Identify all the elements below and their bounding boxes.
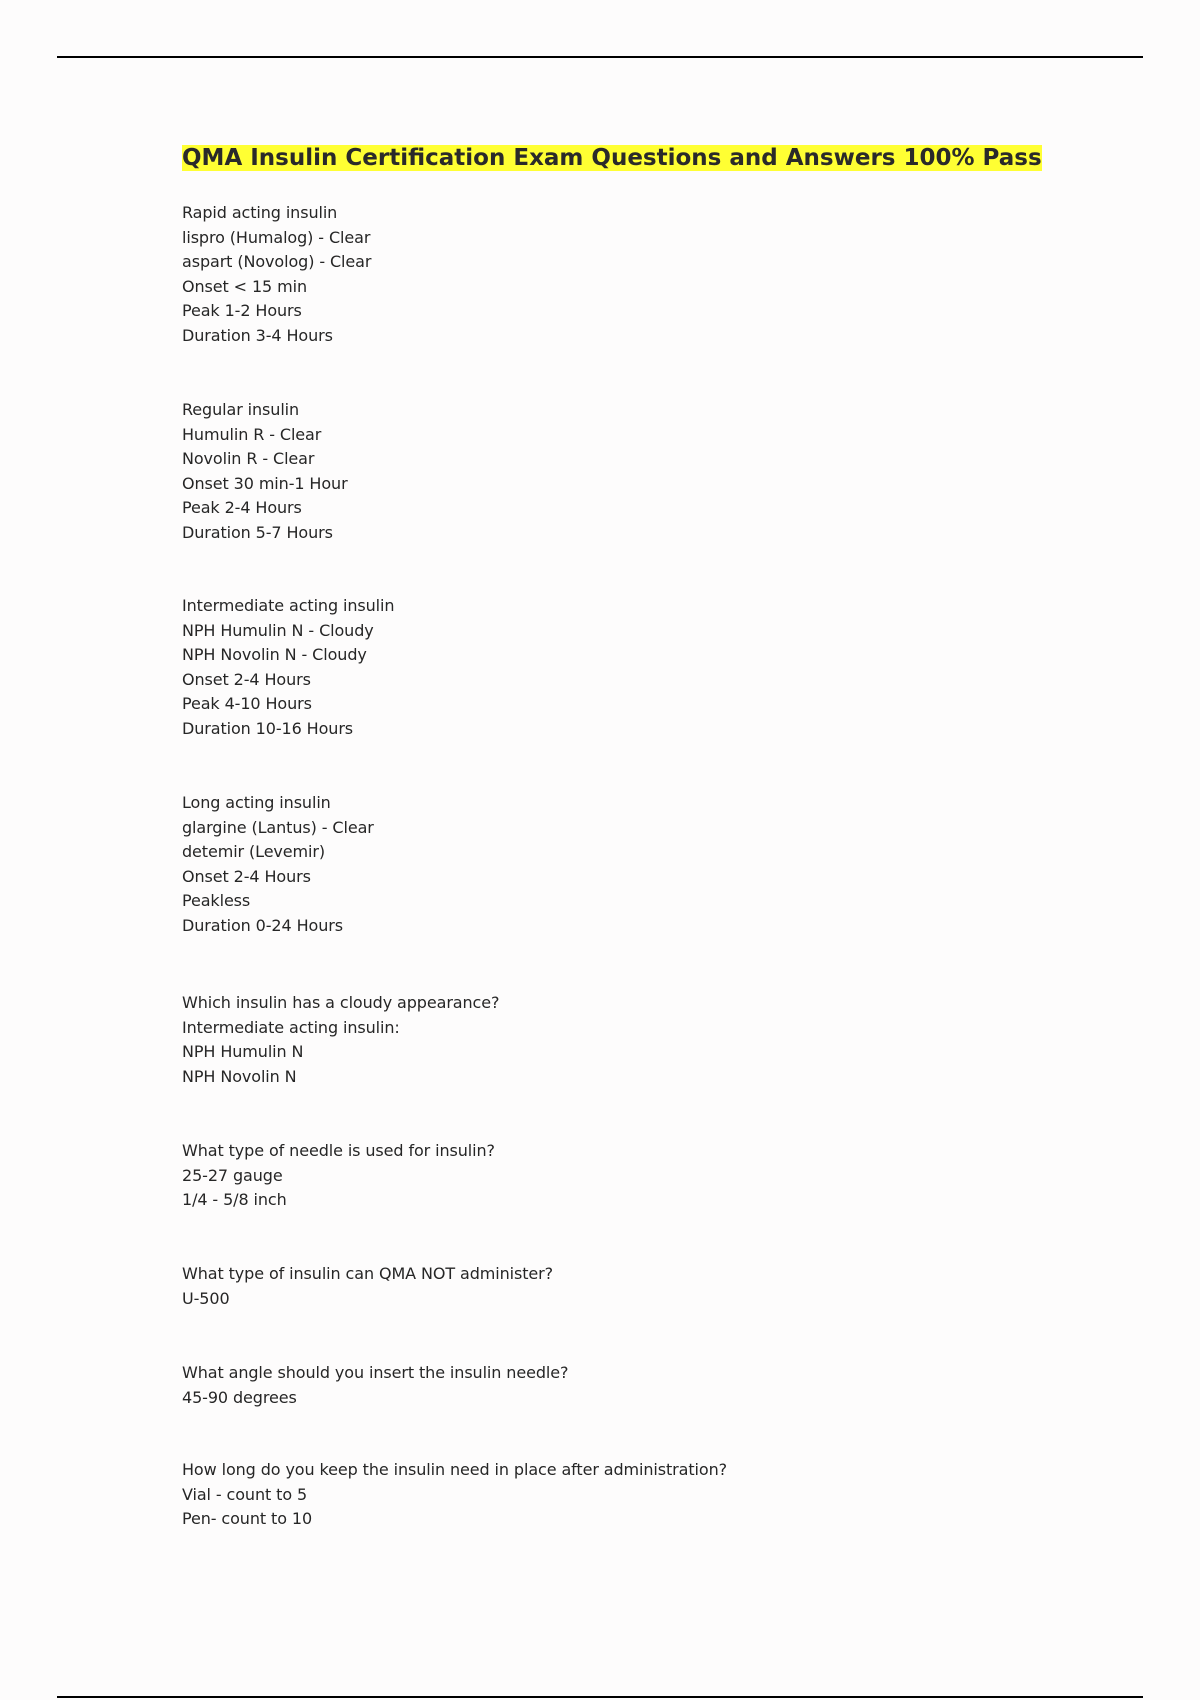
question-text: Which insulin has a cloudy appearance? bbox=[182, 993, 500, 1012]
qa-qma-not-administer bbox=[182, 1262, 553, 1311]
answer-line: 45-90 degrees bbox=[182, 1387, 297, 1407]
qa-needle-angle bbox=[182, 1361, 568, 1410]
section-line: detemir (Levemir) bbox=[182, 842, 325, 861]
section-line: Novolin R - Clear bbox=[182, 449, 315, 468]
title-highlight: QMA Insulin Certification Exam Questions and Answers 100% Pass bbox=[182, 145, 1042, 171]
qa-needle-hold-time bbox=[182, 1458, 727, 1532]
section-line: Duration 10-16 Hours bbox=[182, 718, 354, 738]
answer-line: NPH Novolin N bbox=[182, 1066, 297, 1086]
question-text: What type of insulin can QMA NOT administer? bbox=[182, 1264, 554, 1283]
section-heading: Rapid acting insulin bbox=[182, 203, 338, 222]
section-line: Peak 1-2 Hours bbox=[182, 301, 302, 320]
section-line: Peak 2-4 Hours bbox=[182, 498, 302, 517]
section-heading: Regular insulin bbox=[182, 400, 300, 419]
qa-needle-type bbox=[182, 1139, 495, 1213]
section-line: Humulin R - Clear bbox=[182, 424, 322, 444]
answer-line: 1/4 - 5/8 inch bbox=[182, 1190, 287, 1209]
section-line: NPH Humulin N - Cloudy bbox=[182, 620, 374, 640]
section-long-acting bbox=[182, 791, 374, 938]
question-text: What angle should you insert the insulin needle? bbox=[182, 1363, 569, 1382]
question-text: How long do you keep the insulin need in place after administration? bbox=[182, 1460, 727, 1479]
section-rapid-acting bbox=[182, 201, 371, 348]
answer-line: NPH Humulin N bbox=[182, 1042, 304, 1061]
answer-line: Vial - count to 5 bbox=[182, 1484, 308, 1504]
header-rule bbox=[57, 56, 1143, 58]
answer-line: Intermediate acting insulin: bbox=[182, 1017, 400, 1037]
section-line: aspart (Novolog) - Clear bbox=[182, 252, 372, 271]
section-line: Duration 0-24 Hours bbox=[182, 915, 343, 935]
section-regular bbox=[182, 398, 348, 545]
section-line: Duration 5-7 Hours bbox=[182, 522, 333, 542]
section-heading: Intermediate acting insulin bbox=[182, 596, 395, 615]
section-line: Onset 2-4 Hours bbox=[182, 669, 311, 689]
section-intermediate-acting bbox=[182, 594, 394, 741]
section-line: NPH Novolin N - Cloudy bbox=[182, 645, 367, 664]
section-line: Onset 30 min-1 Hour bbox=[182, 473, 348, 493]
section-line: lispro (Humalog) - Clear bbox=[182, 227, 371, 247]
section-line: glargine (Lantus) - Clear bbox=[182, 817, 374, 837]
section-heading: Long acting insulin bbox=[182, 793, 331, 812]
section-line: Onset 2-4 Hours bbox=[182, 866, 311, 886]
footer-rule bbox=[57, 1696, 1143, 1698]
answer-line: U-500 bbox=[182, 1288, 230, 1308]
qa-cloudy-appearance bbox=[182, 991, 499, 1089]
question-text: What type of needle is used for insulin? bbox=[182, 1141, 495, 1160]
answer-line: 25-27 gauge bbox=[182, 1165, 283, 1185]
answer-line: Pen- count to 10 bbox=[182, 1509, 313, 1528]
section-line: Duration 3-4 Hours bbox=[182, 325, 333, 345]
section-line: Peak 4-10 Hours bbox=[182, 694, 312, 713]
document-title bbox=[182, 144, 1042, 172]
section-line: Peakless bbox=[182, 891, 251, 910]
section-line: Onset < 15 min bbox=[182, 276, 307, 296]
